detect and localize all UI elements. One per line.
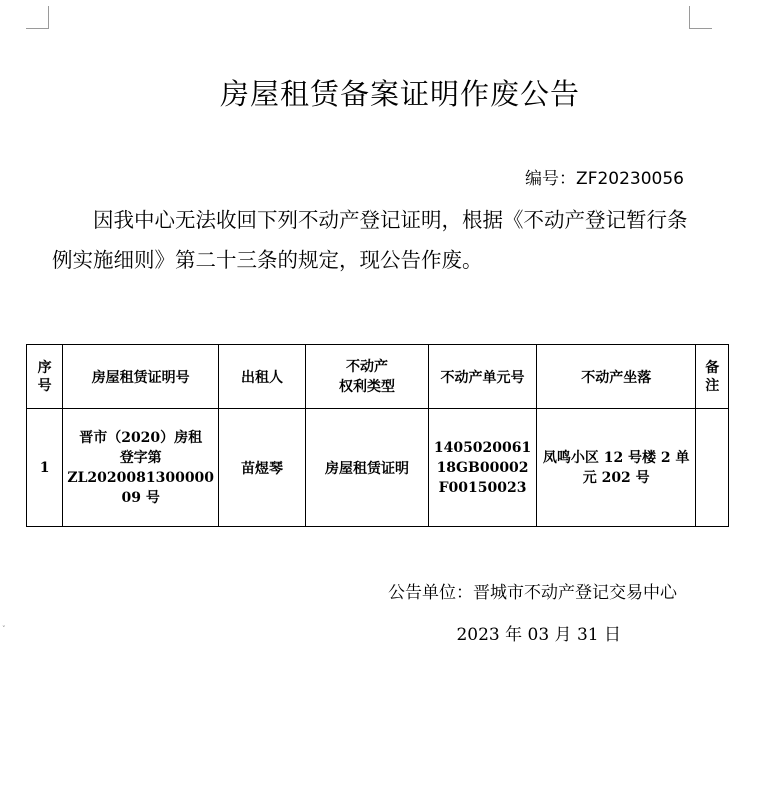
header-certificate: 房屋租赁证明号 [63, 345, 219, 409]
header-location: 不动产坐落 [537, 345, 696, 409]
document-number: 编号：ZF20230056 [525, 169, 684, 189]
cell-note [696, 409, 729, 527]
cell-right-type: 房屋租赁证明 [305, 409, 428, 527]
page-corner-mark-right [689, 6, 712, 29]
table-row [27, 409, 729, 527]
issuer-line: 公告单位：晋城市不动产登记交易中心 [388, 583, 677, 603]
header-seq: 序号 [27, 345, 63, 409]
announcement-paragraph: 因我中心无法收回下列不动产登记证明，根据《不动产登记暂行条例实施细则》第二十三条的规定，现公告作废。 [52, 208, 688, 272]
issue-date: 2023 年 03 月 31 日 [456, 625, 621, 645]
header-right-type-line1: 不动产 [346, 358, 389, 375]
header-right-type [305, 345, 428, 409]
page-marker-icon: ˅ [2, 625, 6, 633]
cell-unit-no: 140502006118GB00002F00150023 [429, 409, 537, 527]
cell-seq: 1 [27, 409, 63, 527]
cell-location: 凤鸣小区 12 号楼 2 单元 202 号 [537, 409, 696, 527]
header-note: 备注 [696, 345, 729, 409]
certificate-table [26, 344, 729, 527]
cell-certificate: 晋市（2020）房租 登字第 ZL2020081300000 09 号 [63, 409, 219, 527]
header-unit-no: 不动产单元号 [429, 345, 537, 409]
header-lessor: 出租人 [219, 345, 306, 409]
page-title: 房屋租赁备案证明作废公告 [219, 77, 580, 111]
cell-lessor: 苗煜琴 [219, 409, 306, 527]
page-corner-mark-left [26, 6, 49, 29]
table-header-row [27, 345, 729, 409]
header-right-type-line2: 权利类型 [339, 378, 396, 395]
